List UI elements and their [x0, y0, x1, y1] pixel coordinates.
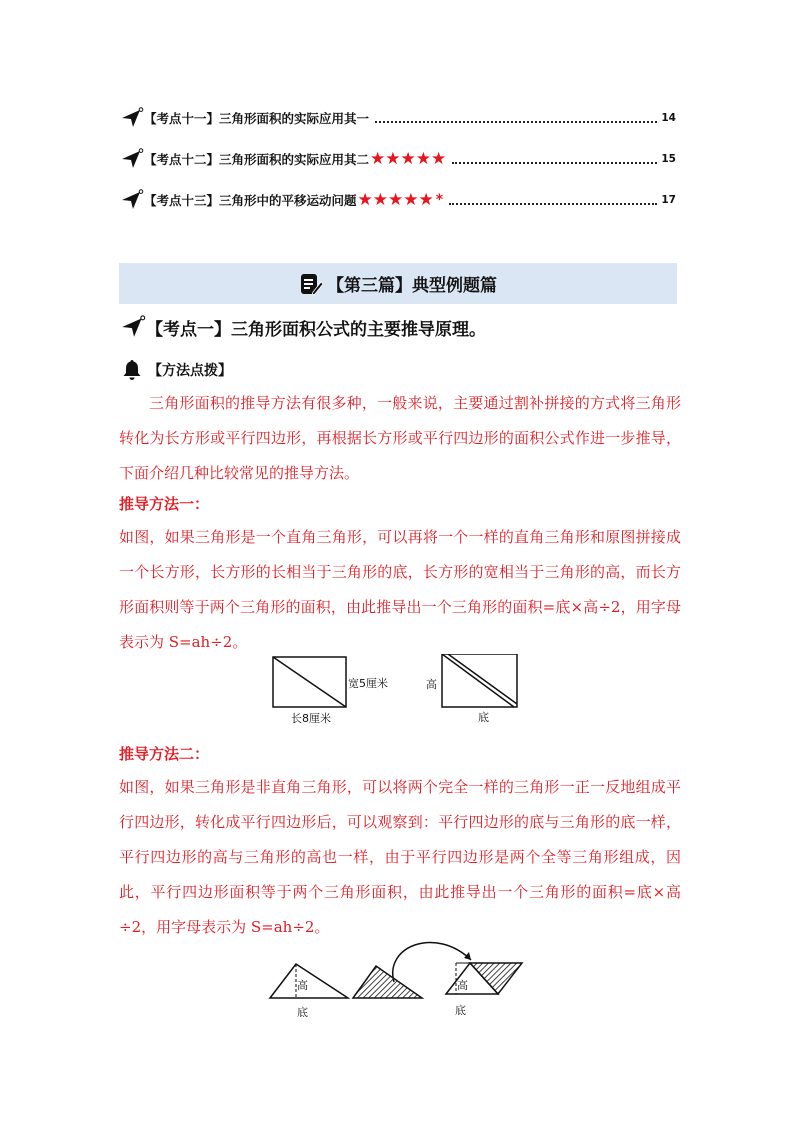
toc-label: 【考点十一】三角形面积的实际应用其一	[144, 111, 370, 126]
toc-leader	[452, 162, 657, 164]
half-star-mark: *	[435, 192, 444, 208]
difficulty-stars: ★★★★★	[357, 190, 434, 210]
triangle-base-label: 底	[297, 1006, 308, 1019]
intro-paragraph: 三角形面积的推导方法有很多种，一般来说，主要通过割补拼接的方式将三角形转化为长方形或平行四边形，再根据长方形或平行四边形的面积公式作进一步推导，下面介绍几种比较常见的推导方法。	[119, 394, 681, 482]
toc-entry-13[interactable]	[120, 189, 676, 211]
toc-leader	[449, 203, 657, 205]
height-label: 高	[426, 678, 437, 691]
parallelogram-height-label: 高	[457, 979, 468, 992]
toc-page-number: 15	[661, 153, 676, 165]
section-title: 【第三篇】典型例题篇	[327, 276, 497, 296]
hatched-triangle-figure	[353, 966, 422, 998]
toc-page-number: 17	[661, 194, 676, 206]
toc-label: 【考点十三】三角形中的平移运动问题	[144, 193, 357, 208]
base-label: 底	[478, 711, 489, 724]
bell-icon	[120, 358, 144, 382]
toc-label: 【考点十二】三角形面积的实际应用其二	[144, 152, 370, 167]
toc-entry-12[interactable]	[120, 148, 676, 170]
figure-parallelogram-composition	[266, 936, 524, 1008]
point-title	[120, 314, 486, 340]
length-label: 长8厘米	[291, 712, 331, 725]
method2-heading: 推导方法二：	[119, 745, 210, 763]
triangle-with-height-figure	[270, 964, 348, 998]
figure-rectangle-split	[270, 654, 524, 712]
method1-heading: 推导方法一：	[119, 495, 210, 513]
note-pen-icon	[299, 272, 323, 296]
method1-paragraph: 如图，如果三角形是一个直角三角形，可以再将一个一样的直角三角形和原图拼接成一个长方形，长方形的长相当于三角形的底，长方形的宽相当于三角形的高，而长方形面积则等于两个三角形的面积，由此推导出一个三角形的面积=底×高÷2，用字母表示为 S=ah÷2。	[119, 528, 681, 651]
rectangle-diagonal-figure	[273, 657, 346, 707]
point-title-text: 【考点一】三角形面积公式的主要推导原理。	[146, 319, 486, 340]
method-tip	[120, 357, 232, 383]
toc-leader	[375, 121, 657, 123]
width-label: 宽5厘米	[348, 677, 388, 690]
location-arrow-icon	[120, 148, 144, 170]
rotation-arrowhead	[464, 952, 471, 960]
location-arrow-icon	[120, 315, 146, 339]
section-header	[119, 263, 677, 304]
triangle-height-label: 高	[297, 979, 308, 992]
location-arrow-icon	[120, 189, 144, 211]
toc-entry-11[interactable]	[120, 107, 676, 129]
toc-page-number: 14	[661, 112, 676, 124]
method2-paragraph: 如图，如果三角形是非直角三角形，可以将两个完全一样的三角形一正一反地组成平行四边形，转化成平行四边形后，可以观察到：平行四边形的底与三角形的底一样，平行四边形的高与三角形的高也一样，由于平行四边形是两个全等三角形组成，因此，平行四边形面积等于两个三角形面积，由此推导出一个三角形的面积=底×高÷2，用字母表示为 S=ah÷2。	[119, 778, 681, 936]
method-tip-label: 【方法点拨】	[148, 363, 232, 379]
rectangle-separated-triangles-figure	[442, 654, 517, 707]
location-arrow-icon	[120, 107, 144, 129]
difficulty-stars: ★★★★★	[370, 149, 447, 169]
parallelogram-base-label: 底	[455, 1004, 466, 1017]
